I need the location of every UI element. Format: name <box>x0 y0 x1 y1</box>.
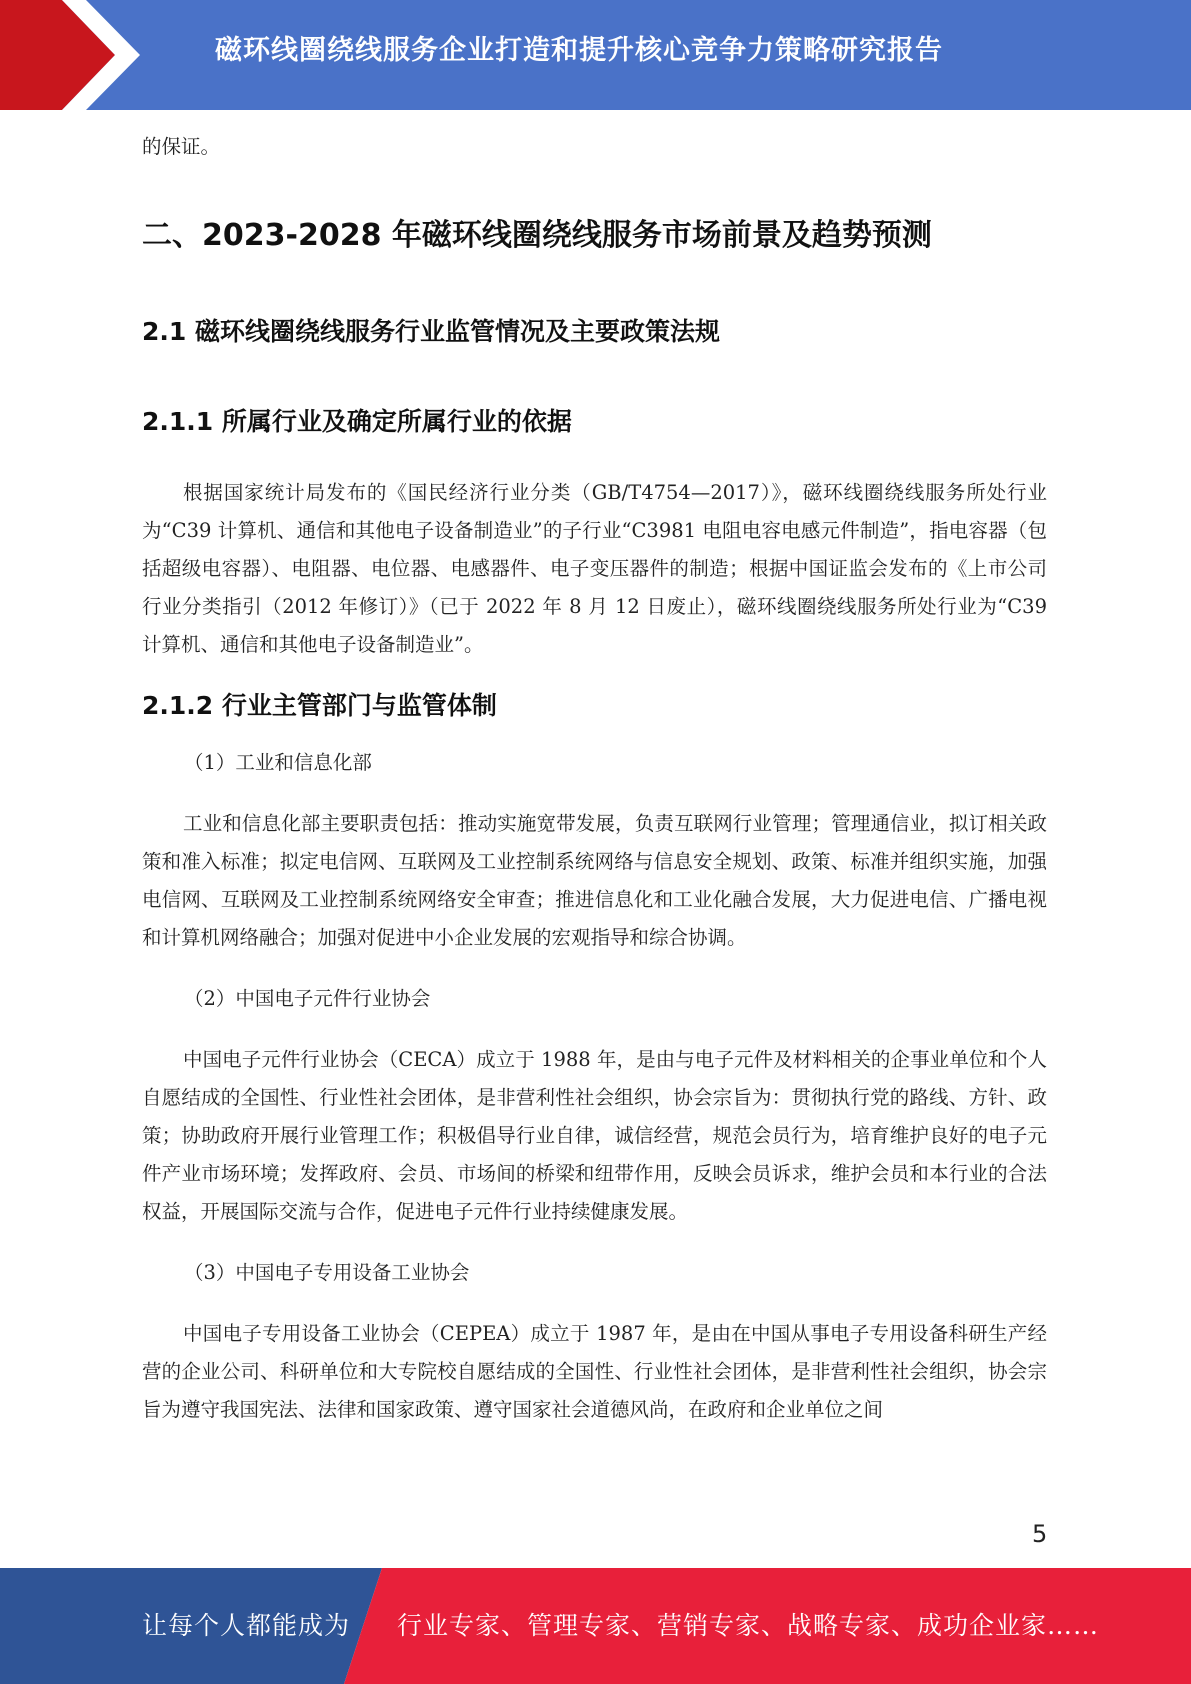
page-number: 5 <box>1032 1520 1048 1548</box>
paragraph-miit: 工业和信息化部主要职责包括：推动实施宽带发展，负责互联网行业管理；管理通信业，拟订相关政策和准入标准；拟定电信网、互联网及工业控制系统网络与信息安全规划、政策、标准并组织实施，加强电信网、互联网及工业控制系统网络安全审查；推进信息化和工业化融合发展，大力促进电信、广播电视和计算机网络融合；加强对促进中小企业发展的宏观指导和综合协调。 <box>142 812 1047 949</box>
paragraph-ceca: 中国电子元件行业协会（CECA）成立于 1988 年，是由与电子元件及材料相关的企事业单位和个人自愿结成的全国性、行业性社会团体，是非营利性社会组织，协会宗旨为：贯彻执行党的路线、方针、政策；协助政府开展行业管理工作；积极倡导行业自律，诚信经营，规范会员行为，培育维护良好的电子元件产业市场环境；发挥政府、会员、市场间的桥梁和纽带作用，反映会员诉求，维护会员和本行业的合法权益，开展国际交流与合作，促进电子元件行业持续健康发展。 <box>142 1048 1047 1223</box>
intro-tail-text: 的保证。 <box>142 135 221 158</box>
document-body <box>142 128 1047 1429</box>
report-title: 磁环线圈绕线服务企业打造和提升核心竞争力策略研究报告 <box>215 35 943 66</box>
subsection-heading-2-1-1: 2.1.1 所属行业及确定所属行业的依据 <box>142 407 572 436</box>
list-item-label-3: （3）中国电子专用设备工业协会 <box>184 1261 470 1284</box>
footer-slogan-left: 让每个人都能成为 <box>142 1611 351 1640</box>
paragraph-industry-classification: 根据国家统计局发布的《国民经济行业分类（GB/T4754—2017）》，磁环线圈绕线服务所处行业为“C39 计算机、通信和其他电子设备制造业”的子行业“C3981 电阻电容电感元件制造”，指电容器（包括超级电容器）、电阻器、电位器、电感器件、电子变压器件的制造；根据中国证监会发布的《上市公司行业分类指引（2012 年修订）》（已于 2022 年 8 月 12 日废止），磁环线圈绕线服务所处行业为“C39 计算机、通信和其他电子设备制造业”。 <box>142 481 1047 656</box>
section-heading: 二、2023-2028 年磁环线圈绕线服务市场前景及趋势预测 <box>142 218 932 253</box>
report-footer-banner <box>0 1568 1191 1684</box>
subsection-heading-2-1: 2.1 磁环线圈绕线服务行业监管情况及主要政策法规 <box>142 317 720 346</box>
header-arrow-decoration <box>0 0 160 110</box>
list-item-label-1: （1）工业和信息化部 <box>184 751 372 774</box>
report-header-banner <box>0 0 1191 110</box>
subsection-heading-2-1-2: 2.1.2 行业主管部门与监管体制 <box>142 691 497 720</box>
footer-slogan-right: 行业专家、管理专家、营销专家、战略专家、成功企业家…… <box>397 1611 1100 1640</box>
paragraph-cepea: 中国电子专用设备工业协会（CEPEA）成立于 1987 年，是由在中国从事电子专用设备科研生产经营的企业公司、科研单位和大专院校自愿结成的全国性、行业性社会团体，是非营利性社会组织，协会宗旨为遵守我国宪法、法律和国家政策、遵守国家社会道德风尚，在政府和企业单位之间 <box>142 1322 1047 1421</box>
list-item-label-2: （2）中国电子元件行业协会 <box>184 987 431 1010</box>
